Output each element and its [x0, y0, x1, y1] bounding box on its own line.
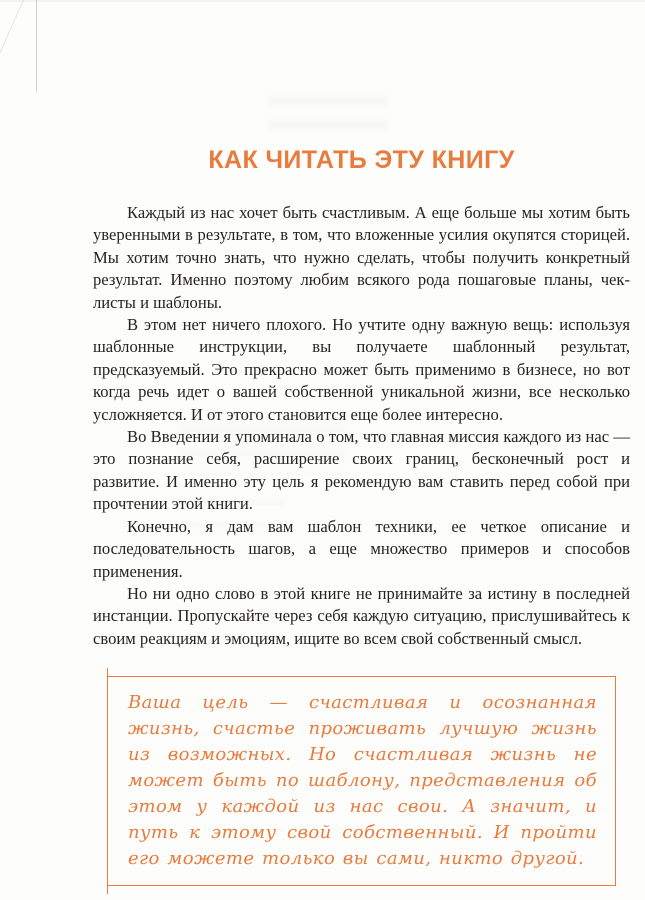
scan-crease-artifact	[0, 0, 25, 61]
body-text	[93, 202, 630, 650]
quote-text: Ваша цель — счастливая и осознанная жизнь, счастье проживать лучшую жизнь из возможных. Но счастливая жизнь не может быть по шаблону, представления об этом у каждой из нас свои. А значит, и путь к этому свой собственный. И пройти его можете только вы сами, никто другой.	[128, 692, 597, 870]
paragraph: Каждый из нас хочет быть счастливым. А еще больше мы хотим быть уверенными в результате, в том, что вложенные усилия окупятся сторицей. Мы хотим точно знать, что нужно сделать, чтобы получить конкретный результат. Именно поэтому любим всякого рода пошаговые планы, чек-листы и шаблоны.	[93, 203, 630, 312]
page-content	[93, 0, 630, 886]
paragraph: Во Введении я упоминала о том, что главная миссия каждого из нас — это познание себя, расширение своих границ, бесконечный рост и развитие. И именно эту цель я рекомендую вам ставить перед собой при прочтении этой книги.	[93, 427, 630, 514]
paragraph: Но ни одно слово в этой книге не принимайте за истину в последней инстанции. Пропускайте через себя каждую ситуацию, прислушивайтесь к своим реакциям и эмоциям, ищите во всем свой собственный смысл.	[93, 583, 630, 648]
chapter-title: КАК ЧИТАТЬ ЭТУ КНИГУ	[208, 146, 515, 174]
scan-crease-artifact	[36, 0, 37, 92]
highlight-quote-box	[107, 676, 616, 886]
paragraph: В этом нет ничего плохого. Но учтите одну важную вещь: используя шаблонные инструкции, вы получаете шаблонный результат, предсказуемый. Это прекрасно может быть применимо в бизнесе, но вот когда речь идет о вашей собственной уникальной жизни, все несколько усложняется. И от этого становится еще более интересно.	[93, 315, 630, 424]
paragraph: Конечно, я дам вам шаблон техники, ее четкое описание и последовательность шагов, а еще множество примеров и способов применения.	[93, 516, 630, 581]
